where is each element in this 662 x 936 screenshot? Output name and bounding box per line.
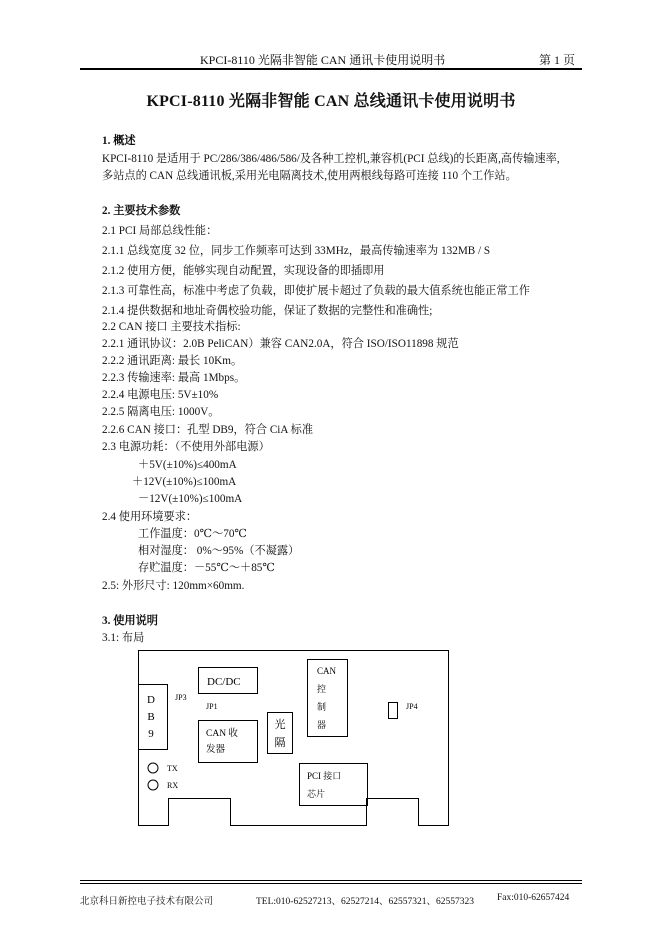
footer-telephone: TEL:010-62527213、62527214、62557321、62557323 bbox=[256, 897, 474, 907]
rx-label: RX bbox=[167, 781, 179, 790]
dcdc-label: DC/DC bbox=[207, 676, 241, 688]
environment-line: 存贮温度：－55℃～＋85℃ bbox=[138, 562, 275, 574]
environment-line: 相对湿度： 0%～95%（不凝露） bbox=[138, 545, 300, 557]
environment-line: 工作温度：0℃～70℃ bbox=[138, 528, 247, 540]
spec-line: 2.1.2 使用方便，能够实现自动配置，实现设备的即插即用 bbox=[102, 265, 385, 277]
section-1-paragraph-line-1: KPCI-8110 是适用于 PC/286/386/486/586/及各种工控机,兼容机(PCI 总线)的长距离,高传输速率, bbox=[102, 153, 560, 165]
db9-label: D bbox=[147, 694, 155, 706]
spec-line: 2.3 电源功耗：（不使用外部电源） bbox=[102, 441, 270, 453]
can-transceiver-label: CAN 收 bbox=[206, 729, 238, 739]
can-transceiver-label: 发器 bbox=[206, 745, 226, 755]
can-controller-label: 器 bbox=[317, 720, 327, 730]
opto-label: 光 bbox=[274, 719, 286, 731]
footer-company: 北京科日新控电子技术有限公司 bbox=[80, 897, 214, 907]
spec-line: 2.2.6 CAN 接口：孔型 DB9，符合 CiA 标准 bbox=[102, 424, 314, 436]
footer-rule bbox=[80, 880, 582, 881]
power-line: ＋12V(±10%)≤100mA bbox=[132, 476, 237, 488]
tx-led bbox=[148, 763, 158, 773]
opto-label: 隔 bbox=[274, 737, 286, 749]
section-1-paragraph-line-2: 多站点的 CAN 总线通讯板,采用光电隔离技术,使用两根线每路可连接 110 个工作站。 bbox=[102, 170, 517, 182]
spec-line: 2.1.1 总线宽度 32 位，同步工作频率可达到 33MHz，最高传输速率为 132MB / S bbox=[102, 245, 491, 257]
footer-rule bbox=[80, 883, 582, 884]
can-controller-label: CAN bbox=[317, 666, 337, 676]
jp4-jumper bbox=[389, 703, 398, 719]
tx-label: TX bbox=[167, 764, 178, 773]
power-line: ＋5V(±10%)≤400mA bbox=[138, 459, 237, 471]
spec-line: 2.2.2 通讯距离: 最长 10Km。 bbox=[102, 355, 243, 367]
section-3-subheading: 3.1: 布局 bbox=[102, 632, 145, 644]
jp1-label: JP1 bbox=[206, 702, 218, 711]
board-outline bbox=[139, 651, 449, 826]
spec-line: 2.2.4 电源电压: 5V±10% bbox=[102, 389, 219, 401]
spec-line: 2.2 CAN 接口 主要技术指标: bbox=[102, 321, 241, 333]
section-2-heading: 2. 主要技术参数 bbox=[102, 205, 181, 217]
header-rule bbox=[80, 68, 582, 70]
spec-line: 2.2.3 传输速率: 最高 1Mbps。 bbox=[102, 372, 246, 384]
board-layout-diagram bbox=[138, 650, 449, 826]
can-controller-label: 制 bbox=[317, 702, 327, 712]
header-title: KPCI-8110 光隔非智能 CAN 通讯卡使用说明书 bbox=[200, 53, 446, 67]
rx-led bbox=[148, 780, 158, 790]
pci-chip-label: 芯片 bbox=[307, 789, 326, 799]
spec-line: 2.1 PCI 局部总线性能： bbox=[102, 225, 218, 237]
document-title: KPCI-8110 光隔非智能 CAN 总线通讯卡使用说明书 bbox=[146, 93, 516, 110]
spec-line: 2.1.4 提供数据和地址奇偶校验功能，保证了数据的完整性和准确性; bbox=[102, 305, 433, 317]
jp4-label: JP4 bbox=[406, 702, 418, 711]
environment-heading: 2.4 使用环境要求： bbox=[102, 511, 198, 523]
db9-label: 9 bbox=[148, 728, 154, 740]
can-controller-label: 控 bbox=[317, 684, 327, 694]
section-3-heading: 3. 使用说明 bbox=[102, 615, 158, 627]
size-line: 2.5: 外形尺寸: 120mm×60mm. bbox=[102, 580, 245, 592]
power-line: －12V(±10%)≤100mA bbox=[138, 493, 243, 505]
db9-label: B bbox=[147, 711, 155, 723]
header-page-number: 第 1 页 bbox=[539, 53, 576, 67]
pci-interface-chip bbox=[300, 764, 368, 806]
spec-line: 2.2.5 隔离电压: 1000V。 bbox=[102, 406, 220, 418]
spec-line: 2.2.1 通讯协议：2.0B PeliCAN）兼容 CAN2.0A，符合 ISO/ISO11898 规范 bbox=[102, 338, 459, 350]
pci-chip-label: PCI 接口 bbox=[307, 771, 342, 781]
jp3-label: JP3 bbox=[175, 693, 187, 702]
section-1-heading: 1. 概述 bbox=[102, 135, 136, 147]
spec-line: 2.1.3 可靠性高，标准中考虑了负载，即使扩展卡超过了负载的最大值系统也能正常工作 bbox=[102, 285, 530, 297]
footer-fax: Fax:010-62657424 bbox=[497, 893, 570, 903]
can-transceiver bbox=[199, 721, 258, 763]
